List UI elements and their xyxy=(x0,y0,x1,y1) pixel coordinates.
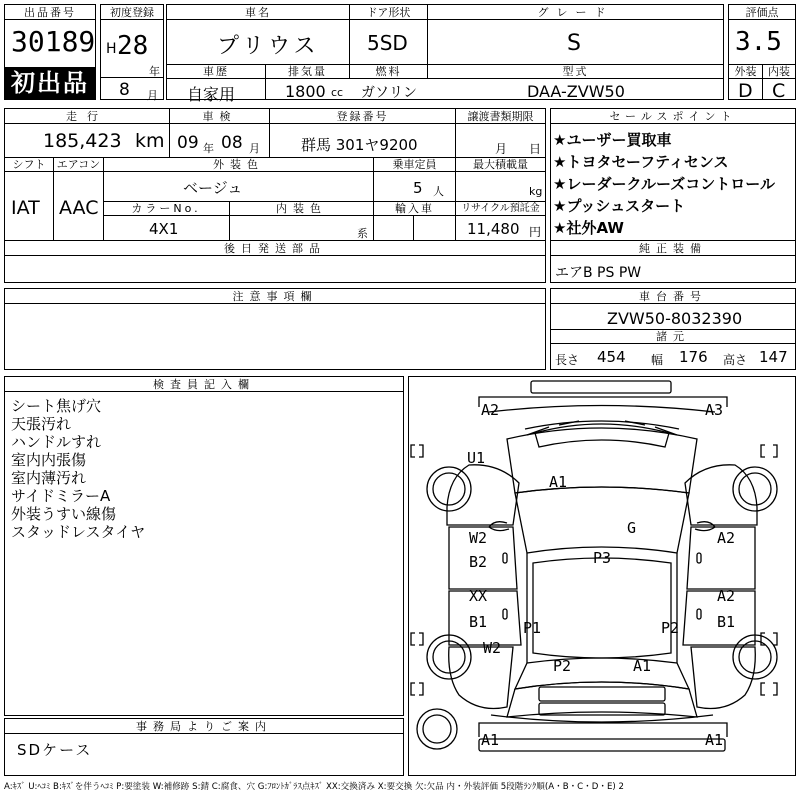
damage-mark: B1 xyxy=(717,613,736,631)
ac-label: エアコン xyxy=(53,157,103,172)
sales-point: ★プッシュスタート xyxy=(553,197,686,215)
color: ベージュ xyxy=(183,179,243,197)
inspector-line: サイドミラーA xyxy=(11,487,111,505)
chassis: ZVW50-8032390 xyxy=(607,309,743,328)
damage-mark: P2 xyxy=(661,619,680,637)
inspection-label: 車検 xyxy=(169,109,269,124)
capacity-unit: 人 xyxy=(433,185,444,198)
lot-number: 30189 xyxy=(11,25,96,58)
inspection-year: 09 xyxy=(177,133,199,153)
transfer-day-unit: 日 xyxy=(529,142,542,156)
damage-mark: W2 xyxy=(469,529,488,547)
door-label: ドア形状 xyxy=(349,5,427,20)
inspector-line: スタッドレスタイヤ xyxy=(11,523,146,541)
inspector-line: 室内内張傷 xyxy=(11,451,87,469)
chassis-label: 車台番号 xyxy=(551,289,795,304)
month: 8 xyxy=(119,80,130,100)
length: 454 xyxy=(597,348,626,366)
color-label: 外装色 xyxy=(103,157,373,172)
model: DAA-ZVW50 xyxy=(527,82,625,101)
capacity: 5 xyxy=(413,179,423,197)
car-diagram xyxy=(408,376,796,776)
sales-point: ★ユーザー買取車 xyxy=(553,131,672,149)
car-outline xyxy=(409,377,795,775)
damage-mark: A2 xyxy=(717,587,736,605)
inspection-month-unit: 月 xyxy=(249,142,260,155)
interior-color-unit: 系 xyxy=(357,227,368,240)
damage-mark: G xyxy=(627,519,637,537)
fuel: ガソリン xyxy=(361,85,417,101)
height-label: 高さ xyxy=(723,353,748,367)
interior-label: 内装 xyxy=(762,64,795,79)
history-label: 車歴 xyxy=(167,64,265,79)
equipment-box xyxy=(550,240,796,283)
displacement-unit: cc xyxy=(331,86,344,99)
reg-number: 群馬 301ヤ9200 xyxy=(301,136,418,154)
damage-mark: B2 xyxy=(469,553,488,571)
era: H xyxy=(106,41,117,57)
damage-mark: XX xyxy=(469,587,488,605)
height: 147 xyxy=(759,348,788,366)
score-box xyxy=(728,4,796,100)
car-name: プリウス xyxy=(217,34,320,59)
damage-mark: U1 xyxy=(467,449,486,467)
year-unit: 年 xyxy=(149,65,160,78)
damage-mark: P2 xyxy=(553,657,572,675)
import-label: 輸入車 xyxy=(373,201,455,216)
caution-label: 注意事項欄 xyxy=(5,289,545,304)
damage-mark: P1 xyxy=(523,619,542,637)
caution-box xyxy=(4,288,546,370)
inspector-line: 天張汚れ xyxy=(11,415,72,433)
sales-point: ★トヨタセーフティセンス xyxy=(553,153,729,171)
damage-mark: A2 xyxy=(717,529,736,547)
inspector-label: 検査員記入欄 xyxy=(5,377,403,392)
damage-mark: A3 xyxy=(705,401,724,419)
year: 28 xyxy=(117,31,149,61)
office-text: SDケース xyxy=(17,741,93,759)
dims-label: 諸元 xyxy=(551,329,795,344)
office-box xyxy=(4,718,404,776)
sales-label: セールスポイント xyxy=(551,109,795,124)
damage-mark: B1 xyxy=(469,613,488,631)
chassis-box xyxy=(550,288,796,370)
office-label: 事務局よりご案内 xyxy=(5,719,403,734)
width: 176 xyxy=(679,348,708,366)
reg-label: 登録番号 xyxy=(269,109,455,124)
damage-mark: A1 xyxy=(549,473,568,491)
first-listing-badge xyxy=(5,67,95,99)
inspector-line: 室内薄汚れ xyxy=(11,469,87,487)
lot-label: 出品番号 xyxy=(5,5,95,20)
model-label: 型式 xyxy=(427,64,723,79)
exterior-grade: D xyxy=(738,80,753,102)
car-info-box xyxy=(166,4,724,104)
width-label: 幅 xyxy=(651,353,664,367)
damage-mark: W2 xyxy=(483,639,502,657)
length-label: 長さ xyxy=(555,353,580,367)
sales-point: ★社外AW xyxy=(553,219,624,237)
recycle: 11,480 xyxy=(467,220,520,238)
later-parts-label: 後日発送部品 xyxy=(5,241,545,256)
score: 3.5 xyxy=(735,27,782,57)
displacement: 1800 xyxy=(285,82,326,101)
month-unit: 月 xyxy=(147,89,158,102)
mileage-unit: km xyxy=(135,130,165,152)
mileage: 185,423 xyxy=(43,130,122,152)
color-no: 4X1 xyxy=(149,220,179,238)
displacement-label: 排気量 xyxy=(265,64,349,79)
door: 5SD xyxy=(367,31,408,55)
first-listing-text: 初出品 xyxy=(11,69,89,97)
inspector-line: 外装うすい線傷 xyxy=(11,505,117,523)
inspection-month: 08 xyxy=(221,133,243,153)
capacity-label: 乗車定員 xyxy=(373,157,455,172)
equip-label: 純正装備 xyxy=(551,241,795,256)
inspector-box xyxy=(4,376,404,716)
score-label: 評価点 xyxy=(729,5,795,20)
first-registration-box xyxy=(100,4,164,100)
load-unit: kg xyxy=(529,185,543,198)
damage-mark: A1 xyxy=(705,731,724,749)
shift-label: シフト xyxy=(5,157,53,172)
car-name-label: 車名 xyxy=(167,5,349,20)
transfer-month-unit: 月 xyxy=(495,142,508,156)
transfer-label: 譲渡書類期限 xyxy=(455,109,545,124)
later-parts-box xyxy=(4,240,546,283)
mileage-label: 走行 xyxy=(5,109,169,124)
damage-mark: A1 xyxy=(633,657,652,675)
damage-mark: A2 xyxy=(481,401,500,419)
equip: エアB PS PW xyxy=(555,265,642,281)
exterior-label: 外装 xyxy=(729,64,762,79)
sales-points-box xyxy=(550,108,796,241)
ac: AAC xyxy=(59,197,99,219)
recycle-label: リサイクル預託金 xyxy=(455,201,545,216)
inspection-year-unit: 年 xyxy=(203,142,214,155)
inspector-line: シート焦げ穴 xyxy=(11,397,102,415)
first-reg-label: 初度登録 xyxy=(101,5,163,20)
load-label: 最大積載量 xyxy=(455,157,545,172)
recycle-unit: 円 xyxy=(529,225,542,239)
grade-label: グレード xyxy=(427,5,723,20)
color-no-label: カラーNo. xyxy=(103,201,229,216)
history: 自家用 xyxy=(187,85,236,104)
vehicle-details-box xyxy=(4,108,546,241)
fuel-label: 燃料 xyxy=(349,64,427,79)
legend: A:ｷｽﾞ U:ﾍｺﾐ B:ｷｽﾞを伴うﾍｺﾐ P:要塗装 W:補修跡 S:錆 C:腐食、穴 G:ﾌﾛﾝﾄｶﾞﾗｽ点ｷｽﾞ XX:交換済み X:要交換 欠:欠品 内・外装評価 5段階ﾗﾝｸ順(A・B・C・D・E) 2 xyxy=(4,782,624,792)
interior-grade: C xyxy=(772,80,786,102)
grade: S xyxy=(567,31,581,56)
inspector-notes xyxy=(11,397,145,541)
shift: IAT xyxy=(11,197,40,219)
damage-mark: P3 xyxy=(593,549,612,567)
sales-point: ★レーダークルーズコントロール xyxy=(553,175,775,193)
interior-color-label: 内装色 xyxy=(229,201,373,216)
damage-mark: A1 xyxy=(481,731,500,749)
sales-points-list xyxy=(553,129,775,239)
inspector-line: ハンドルすれ xyxy=(11,433,102,451)
